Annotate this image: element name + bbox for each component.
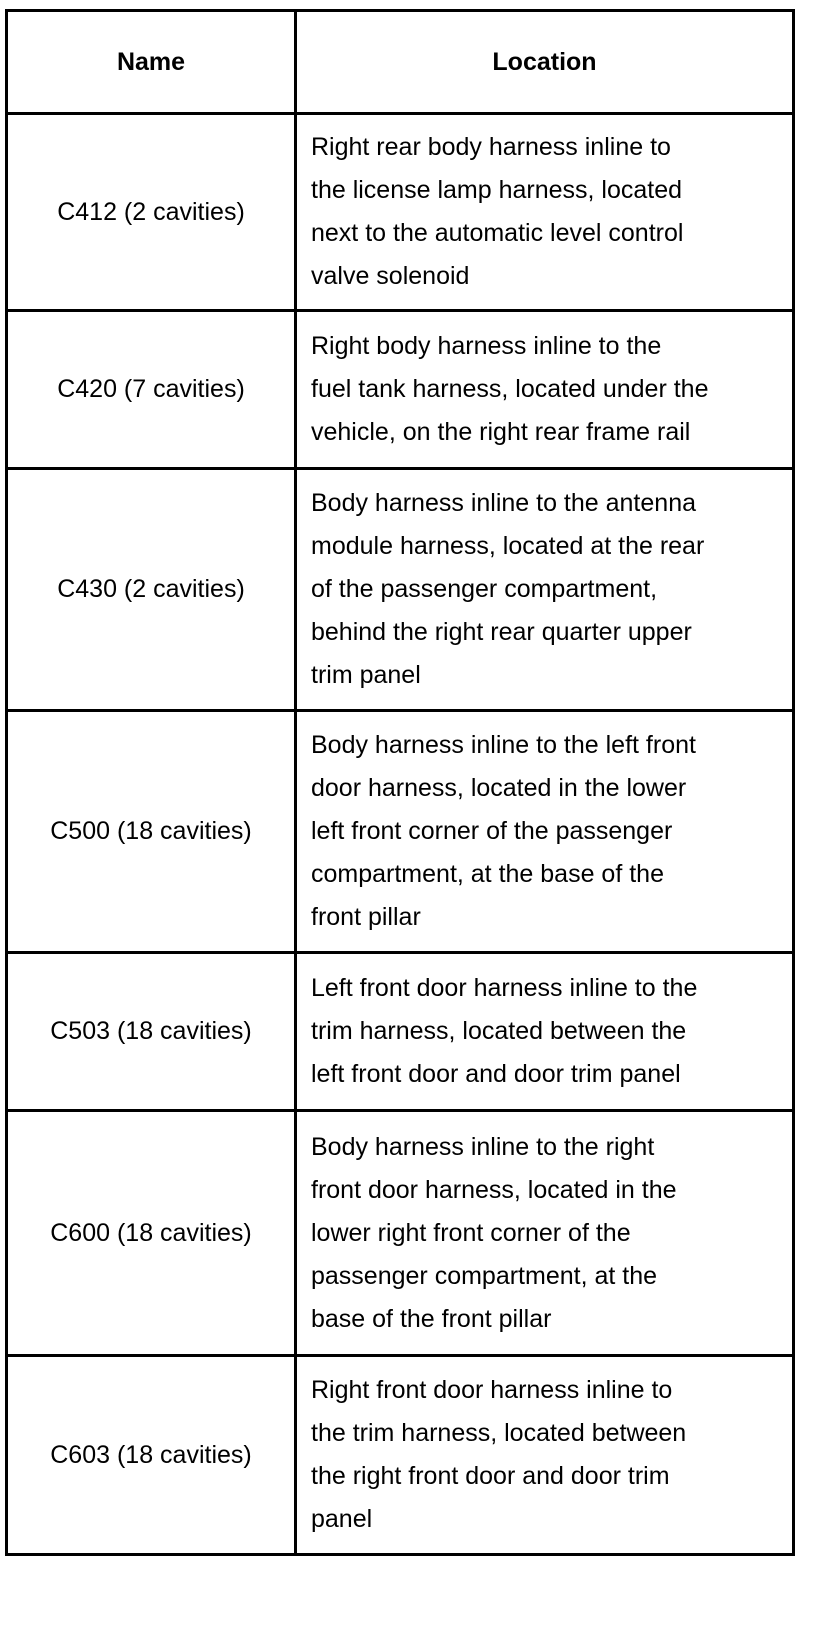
location-line: valve solenoid (311, 262, 470, 290)
location-line: trim harness, located between the (311, 1017, 687, 1045)
location-line: front pillar (311, 903, 421, 931)
location-line: vehicle, on the right rear frame rail (311, 418, 691, 446)
location-line: front door harness, located in the (311, 1175, 677, 1204)
table-row (7, 953, 794, 1111)
connector-location (296, 311, 794, 469)
location-line: panel (311, 1505, 373, 1533)
connector-name: C500 (18 cavities) (7, 711, 296, 953)
location-line: left front door and door trim panel (311, 1060, 681, 1088)
table-row (7, 1111, 794, 1356)
table-row (7, 711, 794, 953)
table-row (7, 311, 794, 469)
location-line: module harness, located at the rear (311, 532, 705, 560)
location-line: base of the front pillar (311, 1304, 552, 1333)
location-line: behind the right rear quarter upper (311, 618, 692, 646)
connector-name: C412 (2 cavities) (7, 114, 296, 311)
connector-location (296, 469, 794, 711)
connector-name: C603 (18 cavities) (7, 1356, 296, 1555)
location-line: Body harness inline to the antenna (311, 489, 696, 517)
location-line: Left front door harness inline to the (311, 974, 698, 1002)
location-line: door harness, located in the lower (311, 774, 687, 802)
location-line: of the passenger compartment, (311, 575, 658, 603)
table-row (7, 1356, 794, 1555)
location-line: Body harness inline to the left front (311, 731, 696, 759)
location-line: fuel tank harness, located under the (311, 375, 709, 403)
header-name: Name (7, 11, 296, 114)
location-line: the trim harness, located between (311, 1419, 687, 1447)
connector-location (296, 711, 794, 953)
location-line: next to the automatic level control (311, 219, 684, 247)
location-line: the license lamp harness, located (311, 176, 683, 204)
table-header-row (7, 11, 794, 114)
location-line: trim panel (311, 661, 421, 689)
location-line: passenger compartment, at the (311, 1261, 658, 1290)
connector-location (296, 953, 794, 1111)
connector-table-container (5, 9, 795, 1556)
location-line: Right front door harness inline to (311, 1376, 673, 1404)
connector-name: C420 (7 cavities) (7, 311, 296, 469)
connector-location (296, 1111, 794, 1356)
table-row (7, 114, 794, 311)
location-line: the right front door and door trim (311, 1462, 670, 1490)
location-line: lower right front corner of the (311, 1218, 631, 1247)
location-line: Right rear body harness inline to (311, 133, 671, 161)
connector-location (296, 1356, 794, 1555)
connector-name: C503 (18 cavities) (7, 953, 296, 1111)
connector-name: C430 (2 cavities) (7, 469, 296, 711)
connector-location-table (5, 9, 795, 1556)
location-line: Body harness inline to the right (311, 1132, 655, 1161)
location-line: left front corner of the passenger (311, 817, 673, 845)
location-line: compartment, at the base of the (311, 860, 664, 888)
connector-location (296, 114, 794, 311)
header-location: Location (296, 11, 794, 114)
table-row (7, 469, 794, 711)
location-line: Right body harness inline to the (311, 332, 662, 360)
connector-name: C600 (18 cavities) (7, 1111, 296, 1356)
